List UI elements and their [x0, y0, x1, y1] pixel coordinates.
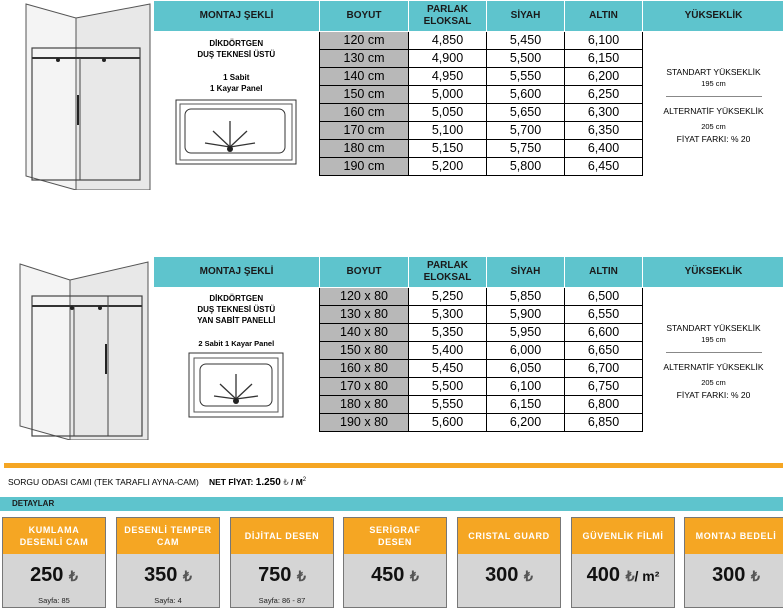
option-card-price: 450 ₺ — [371, 564, 419, 586]
price-cell: 6,500 — [565, 288, 643, 306]
desc-line: YAN SABİT PANELLİ — [197, 316, 276, 325]
mounting-description-1 — [154, 32, 320, 176]
size-cell: 150 cm — [320, 86, 409, 104]
desc-line: DİKDÖRTGEN — [209, 39, 264, 48]
price-cell: 6,850 — [565, 414, 643, 432]
price-cell: 6,450 — [565, 158, 643, 176]
shower-tray-plan-1 — [175, 99, 297, 165]
price-cell: 6,600 — [565, 324, 643, 342]
desc-line: DUŞ TEKNESİ ÜSTÜ — [197, 305, 276, 314]
col-header-altin: ALTIN — [565, 1, 643, 32]
desc-line: DUŞ TEKNESİ ÜSTÜ — [197, 50, 276, 59]
price-cell: 5,700 — [487, 122, 565, 140]
alternatif-height-value: 205 cm — [701, 378, 726, 388]
divider — [666, 96, 762, 97]
currency-icon: ₺ — [297, 568, 306, 584]
price-cell: 6,150 — [565, 50, 643, 68]
currency-icon: ₺ — [283, 477, 289, 487]
size-cell: 140 x 80 — [320, 324, 409, 342]
price-cell: 5,500 — [409, 378, 487, 396]
alternatif-height-label: ALTERNATİF YÜKSEKLİK — [663, 106, 764, 117]
price-cell: 6,050 — [487, 360, 565, 378]
currency-icon: ₺ — [183, 568, 192, 584]
col-header-montaj: MONTAJ ŞEKLİ — [154, 1, 320, 32]
net-price-unit: / M — [290, 477, 303, 487]
divider — [666, 352, 762, 353]
col-header-parlak: PARLAK — [427, 4, 468, 15]
price-cell: 6,300 — [565, 104, 643, 122]
net-price — [209, 477, 306, 488]
option-card-price: 300 ₺ — [712, 564, 760, 586]
option-card — [343, 517, 447, 608]
col-header-siyah: SİYAH — [487, 257, 565, 288]
price-cell: 5,500 — [487, 50, 565, 68]
shower-tray-plan-2 — [188, 352, 284, 418]
option-card-page: Sayfa: 86 - 87 — [258, 596, 306, 605]
col-header-parlak-eloksal — [409, 1, 487, 32]
price-cell: 5,600 — [409, 414, 487, 432]
price-cell: 5,600 — [487, 86, 565, 104]
option-card — [571, 517, 675, 608]
detaylar-bar — [0, 497, 783, 511]
price-cell: 6,100 — [565, 32, 643, 50]
net-price-unit-sup: 2 — [302, 477, 307, 484]
price-cell: 5,900 — [487, 306, 565, 324]
col-header-eloksal: ELOKSAL — [423, 16, 472, 27]
sorgu-label: SORGU ODASI CAMI (TEK TARAFLI AYNA-CAM) — [8, 477, 199, 487]
option-card-title: MONTAJ BEDELİ — [685, 518, 783, 554]
price-difference: FİYAT FARKI: % 20 — [676, 390, 751, 401]
option-card-page: Sayfa: 85 — [38, 596, 70, 605]
panel-line: 1 Sabit — [223, 73, 250, 82]
standart-height-label: STANDART YÜKSEKLİK — [666, 67, 761, 78]
price-table-2 — [153, 256, 783, 432]
option-card-price: 750 ₺ — [258, 564, 306, 586]
price-cell: 5,150 — [409, 140, 487, 158]
col-header-yukseklik: YÜKSEKLİK — [643, 257, 783, 288]
size-cell: 150 x 80 — [320, 342, 409, 360]
currency-icon: ₺ — [410, 568, 419, 584]
option-card-price: 350 ₺ — [144, 564, 192, 586]
option-card-title: SERİGRAF DESEN — [344, 518, 446, 554]
col-header-parlak-eloksal — [409, 257, 487, 288]
option-card-price: 300 ₺ — [485, 564, 533, 586]
desc-line: DİKDÖRTGEN — [209, 294, 264, 303]
option-card-title: CRISTAL GUARD — [458, 518, 560, 554]
col-header-eloksal: ELOKSAL — [423, 272, 472, 283]
option-card — [457, 517, 561, 608]
size-cell: 120 cm — [320, 32, 409, 50]
price-cell: 5,300 — [409, 306, 487, 324]
size-cell: 180 x 80 — [320, 396, 409, 414]
size-cell: 130 cm — [320, 50, 409, 68]
net-price-label: NET FİYAT: — [209, 477, 254, 487]
price-cell: 5,050 — [409, 104, 487, 122]
col-header-parlak: PARLAK — [427, 260, 468, 271]
price-cell: 4,950 — [409, 68, 487, 86]
option-card — [684, 517, 783, 608]
price-cell: 6,000 — [487, 342, 565, 360]
price-cell: 5,550 — [487, 68, 565, 86]
col-header-boyut: BOYUT — [320, 257, 409, 288]
price-cell: 5,350 — [409, 324, 487, 342]
size-cell: 190 x 80 — [320, 414, 409, 432]
price-cell: 6,400 — [565, 140, 643, 158]
price-cell: 6,550 — [565, 306, 643, 324]
price-cell: 6,800 — [565, 396, 643, 414]
panel-line: 1 Kayar Panel — [210, 84, 263, 93]
price-cell: 5,650 — [487, 104, 565, 122]
price-cell: 6,250 — [565, 86, 643, 104]
col-header-boyut: BOYUT — [320, 1, 409, 32]
size-cell: 170 x 80 — [320, 378, 409, 396]
price-cell: 5,850 — [487, 288, 565, 306]
price-cell: 5,800 — [487, 158, 565, 176]
option-card-title: GÜVENLİK FİLMİ — [572, 518, 674, 554]
alternatif-height-value: 205 cm — [701, 122, 726, 132]
option-card-title: DESENLİ TEMPER CAM — [117, 518, 219, 554]
standart-height-label: STANDART YÜKSEKLİK — [666, 323, 761, 334]
currency-icon: ₺ — [751, 568, 760, 584]
net-price-value: 1.250 — [255, 477, 281, 488]
size-cell: 120 x 80 — [320, 288, 409, 306]
option-card-price: 250 ₺ — [30, 564, 78, 586]
size-cell: 130 x 80 — [320, 306, 409, 324]
col-header-siyah: SİYAH — [487, 1, 565, 32]
option-card-title: KUMLAMA DESENLİ CAM — [3, 518, 105, 554]
size-cell: 160 x 80 — [320, 360, 409, 378]
price-cell: 4,850 — [409, 32, 487, 50]
size-cell: 140 cm — [320, 68, 409, 86]
price-cell: 6,100 — [487, 378, 565, 396]
option-card — [230, 517, 334, 608]
height-info-1 — [643, 32, 783, 176]
price-cell: 6,750 — [565, 378, 643, 396]
currency-icon: ₺ — [625, 568, 635, 584]
price-cell: 6,700 — [565, 360, 643, 378]
price-cell: 6,650 — [565, 342, 643, 360]
mounting-description-2 — [154, 288, 320, 432]
price-cell: 5,450 — [487, 32, 565, 50]
orange-divider — [4, 463, 783, 468]
standart-height-value: 195 cm — [701, 79, 726, 89]
currency-icon: ₺ — [524, 568, 533, 584]
standart-height-value: 195 cm — [701, 335, 726, 345]
price-cell: 4,900 — [409, 50, 487, 68]
price-cell: 5,100 — [409, 122, 487, 140]
price-cell: 5,250 — [409, 288, 487, 306]
price-cell: 5,000 — [409, 86, 487, 104]
option-card-title: DİJİTAL DESEN — [231, 518, 333, 554]
size-cell: 180 cm — [320, 140, 409, 158]
shower-product-image-2 — [14, 256, 154, 440]
panel-line: 2 Sabit 1 Kayar Panel — [198, 339, 275, 348]
alternatif-height-label: ALTERNATİF YÜKSEKLİK — [663, 362, 764, 373]
option-card-price: 400 ₺/ m² — [586, 564, 660, 586]
price-cell: 5,200 — [409, 158, 487, 176]
col-header-altin: ALTIN — [565, 257, 643, 288]
detaylar-title: DETAYLAR — [12, 499, 55, 508]
shower-product-image-1 — [18, 0, 153, 190]
price-cell: 5,550 — [409, 396, 487, 414]
height-info-2 — [643, 288, 783, 432]
size-cell: 160 cm — [320, 104, 409, 122]
price-cell: 6,350 — [565, 122, 643, 140]
price-cell: 5,450 — [409, 360, 487, 378]
option-card-page: Sayfa: 4 — [154, 596, 182, 605]
price-cell: 5,950 — [487, 324, 565, 342]
price-cell: 6,200 — [487, 414, 565, 432]
price-cell: 5,400 — [409, 342, 487, 360]
col-header-montaj: MONTAJ ŞEKLİ — [154, 257, 320, 288]
price-cell: 5,750 — [487, 140, 565, 158]
size-cell: 190 cm — [320, 158, 409, 176]
option-card — [2, 517, 106, 608]
option-card — [116, 517, 220, 608]
price-table-1 — [153, 0, 783, 176]
price-difference: FİYAT FARKI: % 20 — [676, 134, 751, 145]
price-cell: 6,200 — [565, 68, 643, 86]
size-cell: 170 cm — [320, 122, 409, 140]
price-cell: 6,150 — [487, 396, 565, 414]
currency-icon: ₺ — [69, 568, 78, 584]
col-header-yukseklik: YÜKSEKLİK — [643, 1, 783, 32]
